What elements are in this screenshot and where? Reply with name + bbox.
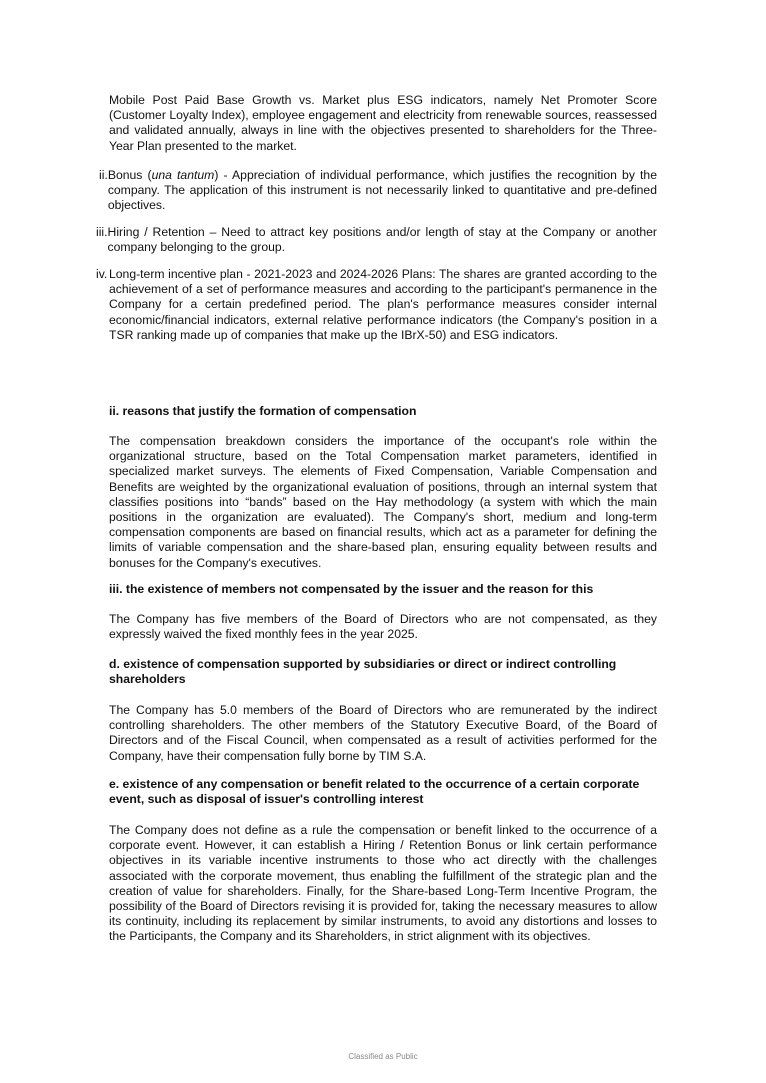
classification-footer: Classified as Public [348, 1052, 418, 1061]
italic-term: una tantum [151, 168, 215, 182]
section-body-corporate-event: The Company does not define as a rule the compensation or benefit linked to the occurrence of a corporate event. However, it can establish a Hiring / Retention Bonus or link certain performance objectives in its variable incentive instruments to those who act directly with the challenges associated with the corporate movement, thus enabling the fulfillment of the strategic plan and the creation of value for shareholders. Finally, for the Share-based Long-Term Incentive Program, the possibility of the Board of Directors revising it is provided for, taking the necessary measures to allow its continuity, including its replacement by similar instruments, to avoid any distortions and losses to the Participants, the Company and its Shareholders, in strict alignment with its objectives. [109, 823, 657, 944]
intro-paragraph: Mobile Post Paid Base Growth vs. Market plus ESG indicators, namely Net Promoter Score (Customer Loyalty Index), employee engagement and electricity from renewable sources, reassessed and validated annually, always in line with the objectives presented to shareholders for the Three-Year Plan presented to the market. [109, 93, 657, 153]
list-item-bonus [99, 168, 657, 214]
list-number: ii. [99, 168, 108, 182]
section-heading-non-compensated-members: iii. the existence of members not compensated by the issuer and the reason for this [109, 582, 594, 596]
section-heading-corporate-event: e. existence of any compensation or benefit related to the occurrence of a certain corporate event, such as disposal of issuer's controlling interest [109, 777, 640, 807]
section-body-reasons: The compensation breakdown considers the importance of the occupant's role within the organizational structure, based on the Total Compensation market parameters, identified in specialized market surveys. The elements of Fixed Compensation, Variable Compensation and Benefits are weighted by the organizational evaluation of positions, through an internal system that classifies positions into “bands” based on the Hay methodology (a system with which the main positions in the organization are evaluated). The Company's short, medium and long-term compensation components are based on financial results, which act as a parameter for defining the limits of variable compensation and the share-based plan, ensuring equality between results and bonuses for the Company's executives. [109, 434, 657, 570]
list-item-long-term-incentive [96, 267, 657, 343]
list-number: iv. [96, 267, 108, 281]
section-heading-subsidiaries-compensation: d. existence of compensation supported by subsidiaries or direct or indirect controlling shareholders [109, 657, 617, 687]
list-number: iii. [96, 225, 108, 239]
section-body-subsidiaries-compensation: The Company has 5.0 members of the Board of Directors who are remunerated by the indirect controlling shareholders. The other members of the Statutory Executive Board, of the Board of Directors and of the Fiscal Council, when compensated as a result of activities performed for the Company, have their compensation fully borne by TIM S.A. [109, 703, 657, 763]
section-heading-reasons: ii. reasons that justify the formation of compensation [109, 404, 417, 418]
list-item-hiring-retention [96, 225, 657, 255]
section-body-non-compensated-members: The Company has five members of the Board of Directors who are not compensated, as they expressly waived the fixed monthly fees in the year 2025. [109, 612, 657, 642]
list-text: Bonus (una tantum) - Appreciation of individual performance, which justifies the recognition by the company. The application of this instrument is not necessarily linked to quantitative and pre-defined objectives. [107, 168, 657, 213]
list-text: Hiring / Retention – Need to attract key positions and/or length of stay at the Company or another company belonging to the group. [107, 225, 657, 255]
list-text: Long-term incentive plan - 2021-2023 and 2024-2026 Plans: The shares are granted according to the achievement of a set of performance measures and according to the participant's permanence in the Company for a certain predefined period. The plan's performance measures consider internal economic/financial indicators, external relative performance indicators (the Company's position in a TSR ranking made up of companies that make up the IBrX-50) and ESG indicators. [109, 267, 657, 342]
